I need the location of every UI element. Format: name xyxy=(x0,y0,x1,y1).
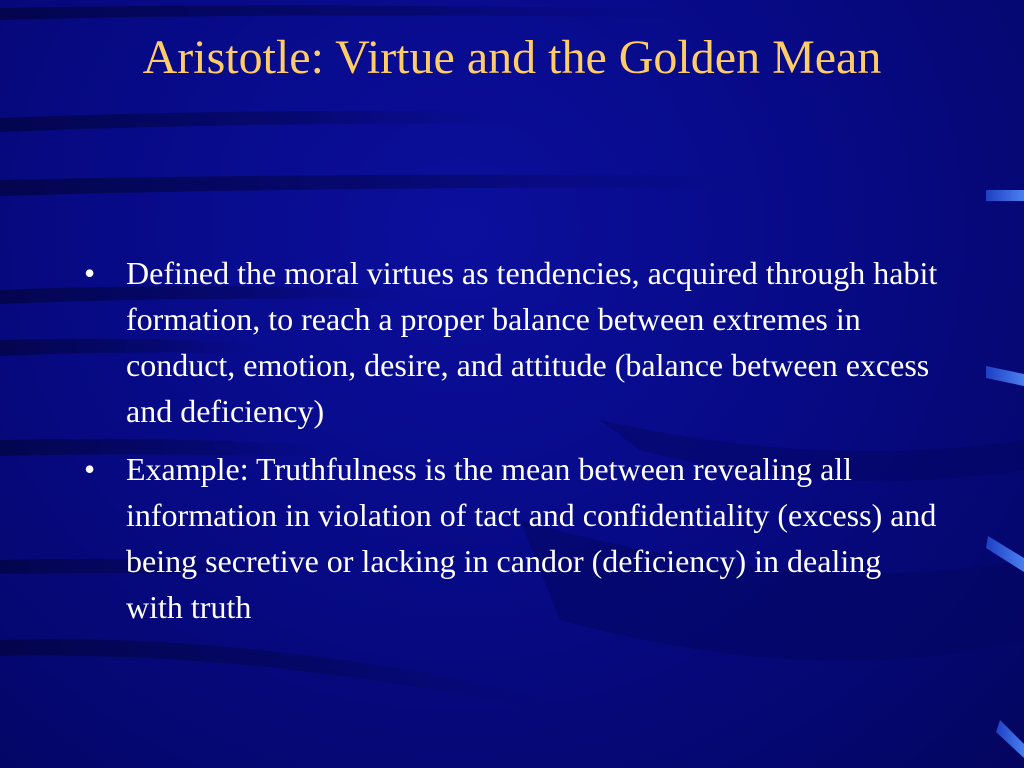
accent-bar xyxy=(986,190,1024,201)
accent-bar xyxy=(996,720,1024,758)
slide-title: Aristotle: Virtue and the Golden Mean xyxy=(142,31,882,84)
bullet-dot-icon: • xyxy=(84,255,96,291)
accent-bar xyxy=(986,366,1024,386)
bg-streak xyxy=(0,111,520,132)
bg-streak xyxy=(0,175,760,196)
bullet-list xyxy=(84,250,944,642)
bullet-text: Example: Truthfulness is the mean between revealing all information in violation of tact and confidentiality (excess) and being secretive or lacking in candor (deficiency) in dealing with truth xyxy=(126,451,937,625)
bullet-dot-icon: • xyxy=(84,451,96,487)
bullet-item xyxy=(84,250,944,434)
bg-streak xyxy=(0,5,700,20)
bullet-text: Defined the moral virtues as tendencies, acquired through habit formation, to reach a proper balance between extremes in conduct, emotion, desire, and attitude (balance between excess and deficiency) xyxy=(126,255,938,429)
bg-streak xyxy=(0,639,560,714)
bullet-item xyxy=(84,446,944,630)
